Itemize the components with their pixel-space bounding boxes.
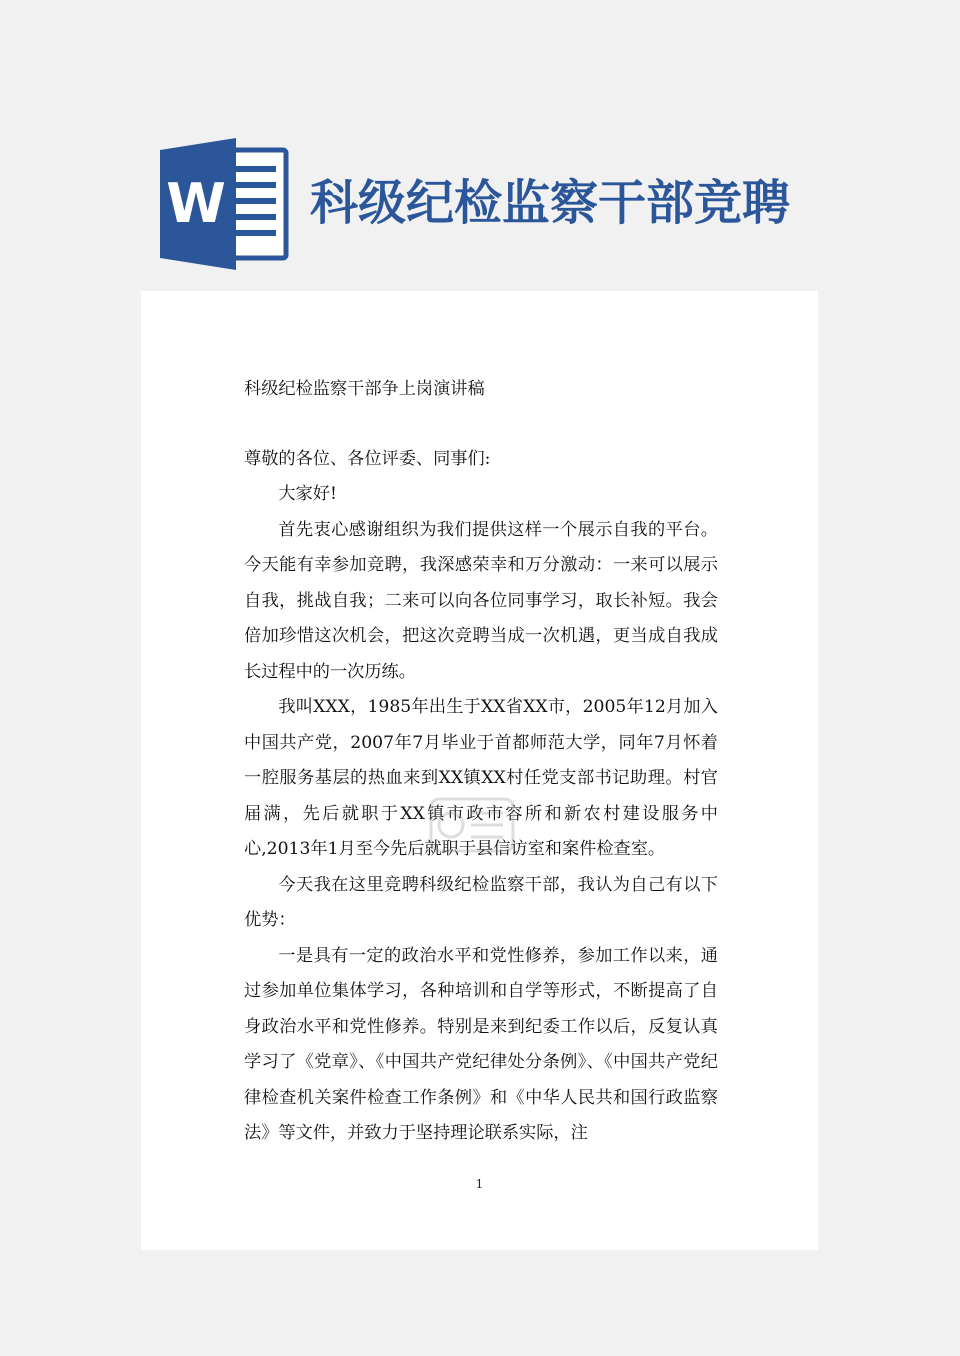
salutation: 尊敬的各位、各位评委、同事们:	[244, 449, 491, 469]
paragraph: 我叫XXX，1985年出生于XX省XX市，2005年12月加入中国共产党，2007年7月毕业于首都师范大学，同年7月怀着一腔服务基层的热血来到XX镇XX村任党支部书记助理。村官届满，先后就职于XX镇市政市容所和新农村建设服务中心,2013年1月至今先后就职于县信访室和案件检查室。	[244, 697, 718, 859]
essay-title: 科级纪检监察干部争上岗演讲稿	[244, 379, 485, 399]
word-document-icon	[160, 138, 290, 270]
watermark-stamp-icon	[427, 795, 517, 855]
logo-letter: W	[166, 172, 226, 235]
paragraph: 首先衷心感谢组织为我们提供这样一个展示自我的平台。今天能有幸参加竞聘，我深感荣幸和万分激动：一来可以展示自我，挑战自我；二来可以向各位同事学习，取长补短。我会倍加珍惜这次机会，把这次竞聘当成一次机遇，更当成自我成长过程中的一次历练。	[244, 519, 718, 682]
paragraph: 今天我在这里竞聘科级纪检监察干部，我认为自己有以下优势：	[244, 874, 718, 930]
page-content	[244, 371, 718, 1152]
page-number: 1	[475, 1177, 484, 1191]
page-title: 科级纪检监察干部竞聘	[310, 175, 791, 231]
document-header	[160, 138, 820, 270]
document-page	[141, 291, 818, 1250]
paragraph: 大家好!	[278, 484, 337, 504]
paragraph: 一是具有一定的政治水平和党性修养，参加工作以来，通过参加单位集体学习，各种培训和自学等形式，不断提高了自身政治水平和党性修养。特别是来到纪委工作以后，反复认真学习了《党章》、《中国共产党纪律处分条例》、《中国共产党纪律检查机关案件检查工作条例》和《中华人民共和国行政监察法》等文件，并致力于坚持理论联系实际，注	[244, 945, 718, 1143]
